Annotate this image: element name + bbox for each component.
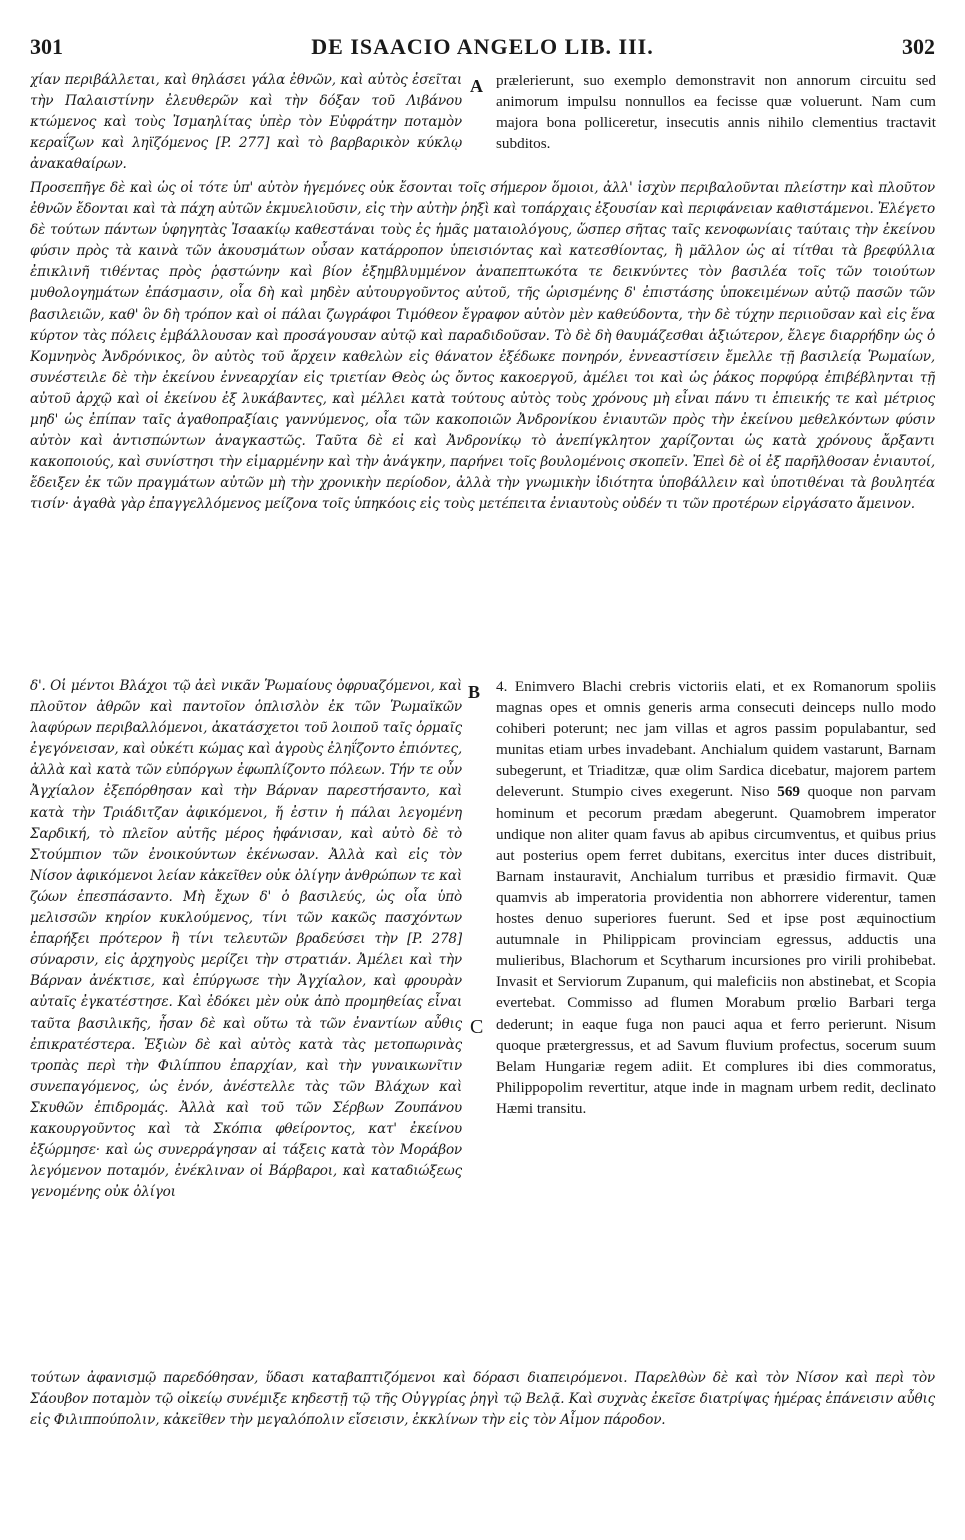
margin-marker-c: C <box>470 1016 484 1038</box>
greek-paragraph-middle: Προσεπῆγε δὲ καὶ ὡς οἱ τότε ὑπ' αὐτὸν ἡγεμόνες οὐκ ἔσονται τοῖς σήμερον ὅμοιοι, ἀλλ' ἰσχὺν περιβαλοῦνται πλείστην καὶ πλοῦτον ἐθνῶν ἔδονται καὶ τὰ πάχη αὐτῶν ἐκμυελιοῦσιν, εἰς τὴν αὐτὴν ῥηξὶ καὶ τοπάρχαις ἐξουσίαν καὶ περιφάνειαν καθιστάμενοι. Ἐλέγετο δὲ τούτων πάντων ὑφηγητὰς Ἰσαακίῳ καθεστάναι τοὺς ἐς ἡμᾶς ματαιολόγους, ὥσπερ σῆτας ταῖς κενοφωνίαις ταύταις τὴν ἐκείνου φύσιν πρὸς τὰ καινὰ τῶν ἀκουσμάτων οὖσαν κατάρροπον ὑπεισιόντας καὶ κατεσθίοντας, ἢ μᾶλλον ὡς αἱ τίτθαι τὰ βρεφύλλια ἐπικλινῆ τιθέντας πρὸς ῥᾳστώνην καὶ βίον ἐξημβλυμμένον ἀναπεπτωκότα τε δεικνύντες τὸν βασιλέα τοῖς τῶν τοιούτων μυθολογημάτων ἐπάσμασιν, οἷα δὴ καὶ μηδὲν αὐτουργοῦντος αὐτοῦ, τῆς ὡρισμένης δ' ἐπιστάσης ὑποκειμένων αὐτῷ πασῶν τῶν βασιλειῶν, καθ' ὃν δὴ τρόπον καὶ οἱ πάλαι ζωγράφοι Τιμόθεον ἔγραφον αὐτὸν μὲν καθεύδοντα, τὴν δὲ τύχην περιιοῦσαν καὶ εἰς ἕνα κύρτον τὰς πόλεις ἐμβάλλουσαν καὶ προσάγουσαν αὐτῷ καὶ παραδιδοῦσαν. Τὸ δὲ δὴ θαυμάζεσθαι ἀξιώτερον, ἔλεγε διαρρήδην ὡς ὁ Κομνηνὸς Ἀνδρόνικος, ὃν αὐτὸς τοῦ ἄρχειν καθελὼν εἰς θάνατον ἐξέδωκε πονηρόν, ἐννεαστίσειν ἔμελλε τῇ βασιλείᾳ Ῥωμαίων, συνέστειλε δὲ τὴν ἐκείνου ἐννεαρχίαν εἰς τριετίαν Θεὸς ὡς ὄντος κακοεργοῦ, ἀμέλει τοι καὶ ὡς ῥάκος πορφύρᾳ ἐπιβέβληνται τῇ αὐτοῦ ἀρχῷ καὶ οἱ ἐκείνου ἐξ λυκάβαντες, καὶ μέλλει κατὰ τούτους αὐτὸς τοὺς χρόνους μὴ εἶναι πάνυ τι ἐπιεικής τε καὶ μέτριος μηδ' ὡς ἐπίπαν ταῖς ἀγαθοπραξίαις γαννύμενος, οἷα τῶν κακοποιῶν Ἀνδρονίκου ἐνιαυτῶν πρὸς τὴν ἐκείνου μεθελκόντων φύσιν αὐτὸν καὶ ἀντισπώντων ἀναγκαστῶς. Ταῦτα δὲ εἰ καὶ Ἀνδρονίκῳ τὸ ἀνεπίγκλητον χαρίζονται ὡς κατὰ χρόνους ἄρξαντι κακοποιούς, καὶ συνίστησι τὴν εἱμαρμένην καὶ τὴν ἀνάγκην, παρήνει τοῖς βουλομένοις σκοπεῖν. Ἐπεὶ δὲ οἱ ἐξ παρῆλθοσαν ἐνιαυτοί, ἔδειξεν ἐκ τῶν πραγμάτων αὐτῶν μὴ τὴν χρονικὴν περίοδον, ἀλλὰ τὴν γνωμικὴν ἰδιότητα ὑποβάλλειν καὶ ὑποτιθέναι τὰ βουλητέα τισίν· ἀγαθὰ γὰρ ἐπαγγελλόμενος μείζονα τοῖς ὑπηκόοις εἰς τοὺς μετέπειτα ἐνιαυτοὺς οὐδέν τι τῶν προτέρων εἰργάσατο ἄμεινον. <box>30 180 935 513</box>
running-title: DE ISAACIO ANGELO LIB. III. <box>311 34 654 59</box>
margin-marker-a: A <box>470 76 483 96</box>
latin-paragraph-top: prælerierunt, suo exemplo demonstravit non annorum circuitu sed animorum impulsu nonnullos ea fecisse quæ voluerunt. Nam cum majora bona polliceretur, insecutis annis nihilo clementius tractavit subditos. <box>496 72 936 153</box>
greek-fullwidth-bottom <box>30 1368 935 1458</box>
page-reference-number: 569 <box>777 783 800 801</box>
page-number-right: 302 <box>902 34 935 59</box>
latin-column-lower <box>496 676 936 1368</box>
latin-paragraph-chapter-4 <box>496 676 936 1119</box>
greek-column-lower <box>30 676 462 1368</box>
page-number-left: 301 <box>30 34 63 59</box>
latin-column-top <box>496 70 936 178</box>
greek-paragraph-bottom: τούτων ἀφανισμῷ παρεδόθησαν, ὕδασι καταβαπτιζόμενοι καὶ δόρασι διαπειρόμενοι. Παρελθὼν δὲ καὶ τὸν Νίσον καὶ περὶ τὸν Σάουβον ποταμὸν τῷ οἰκείῳ συνέμιξε κηδεστῇ τῷ τῆς Οὐγγρίας ῥηγὶ τῷ Βελᾷ. Καὶ συχνὰς ἐκεῖσε διατρίψας ἡμέρας ἐπάνεισιν αὖθις εἰς Φιλιππούπολιν, κἀκεῖθεν τὴν μεγαλόπολιν εἴσεισιν, ἐκκλίνων τὴν εἰς τὸν Αἶμον πάροδον. <box>30 1370 935 1429</box>
greek-column-top <box>30 70 462 178</box>
latin-text-after: quoque non parvam hominum et pecorum prædam abegerunt. Quamobrem imperator undique non aliter quam favus ab apibus circumventus, et quibus prius aut posterius opem ferret dubitans, exercitus inter duces distribuit, Barnam instauravit, Anchialum turribus et præsidio firmavit. Quæ quamvis ab imperatoria providentia non abhorrere viderentur, tamen hostes denuo superiores fuerunt. Sed et ipse post æquinoctium autumnale in Philippicam provinciam egressus, adductis una mulieribus, Blachorum et Scytharum incursiones pro virili prohibebat. Invasit et Serviorum Zupanum, qui maleficiis non abstinebat, et Scopia evertebat. Commisso ad flumen Morabum prœlio Barbari terga dederunt; in eaque fuga non pauci aqua et ferro perierunt. Nisum quoque prætergressus, et ad Savum fluvium profectus, socerum suum Belam Hungariæ regem adiit. Et complures ibi dies commoratus, Philippopolim revertitur, atque inde in magnam urbem redit, declinato Hæmi transitu. <box>496 783 936 1117</box>
margin-marker-b: B <box>468 682 481 702</box>
greek-fullwidth <box>30 178 935 678</box>
latin-text-before: 4. Enimvero Blachi crebris victoriis elati, et ex Romanorum spoliis magnas opes et omnis generis arma consecuti deinceps nullo modo cohiberi poterunt; nec jam villas et agros passim populabantur, sed munitas etiam urbes invadebant. Anchialum quidem vastarunt, Barnam subegerunt, et Triaditzæ, quæ olim Sardica dicebatur, majorem partem deleverunt. Stumpio cives exegerunt. Niso <box>496 678 936 801</box>
greek-paragraph-chapter-4: δ'. Οἱ μέντοι Βλάχοι τῷ ἀεὶ νικᾶν Ῥωμαίους ὀφρυαζόμενοι, καὶ πλοῦτον ἀθρῶν καὶ παντοῖον ὁπλισλὸν ἐκ τῶν Ῥωμαϊκῶν λαφύρων περιβαλλόμενοι, ἀκατάσχετοι τοῦ λοιποῦ ταῖς ὁρμαῖς ἐγεγόνεισαν, καὶ οὐκέτι κώμας καὶ ἀγροὺς ἐληΐζοντο ἐπιόντες, ἀλλὰ καὶ κατὰ τῶν εὐπόργων ἐφωπλίζοντο πόλεων. Τήν τε οὖν Ἀγχίαλον ἐξεπόρθησαν καὶ τὴν Βάρναν παρεστήσαντο, καὶ κατὰ τὴν Τριάδιτζαν ἀφικόμενοι, ἥ ἐστιν ἡ πάλαι λεγομένη Σαρδική, τὸ πλεῖον αὐτῆς μέρος ἠφάνισαν, καὶ αὐτὸ δὲ τὸ Στούμπιον τῶν ἐνοικούντων ἐκένωσαν. Ἀλλὰ καὶ εἰς τὸν Νίσον ἀφικόμενοι λείαν κἀκεῖθεν οὐκ ὀλίγην ἀνθρώπων τε καὶ ζώων ἐπεσπάσαντο. Μὴ ἔχων δ' ὁ βασιλεύς, ὡς οἷα ὑπὸ μελισσῶν κηρίον κυκλούμενος, τίνι τῶν κακῶς πασχόντων ἐπαρήξει πρότερον ἢ τίνι τελευτῶν βραδεύσει τὴν [P. 278] σύναρσιν, εἰς ἀρχηγοὺς μερίζει τὴν στρατιάν. Ἀμέλει καὶ τὴν Βάρναν ἀνέκτισε, καὶ ἐπύργωσε τὴν Ἀγχίαλον, καὶ φρουρὰν αὐταῖς ἐγκατέστησε. Καὶ ἐδόκει μὲν οὐκ ἀπὸ προμηθείας εἶναι ταῦτα βασιλικῆς, ἦσαν δὲ καὶ οὕτω τὰ τῶν ἐναντίων αὖθις ἐπικρατέστερα. Ἐξιὼν δὲ καὶ αὐτὸς κατὰ τὰς μετοπωρινὰς τροπὰς περὶ τὴν Φιλίππου ἐπαρχίαν, καὶ τὴν γυναικωνῖτιν συνεπαγόμενος, ὡς ἐνόν, ἀνέστελλε τὰς τῶν Βλάχων καὶ Σκυθῶν ἐπιδρομάς. Ἀλλὰ καὶ τοῦ τῶν Σέρβων Ζουπάνου κακουργοῦντος καὶ τὰ Σκόπια φθείροντος, κατ' ἐκείνου ἐξώρμησε· καὶ ὡς συνερράγησαν αἱ τάξεις κατὰ τὸν Μοράβον λεγόμενον ποταμόν, ἐνέκλιναν οἱ Βάρβαροι, καὶ καταδιώξεως γενομένης οὐκ ὀλίγοι <box>30 678 462 1201</box>
page-header <box>30 34 935 64</box>
greek-paragraph-top: χίαν περιβάλλεται, καὶ θηλάσει γάλα ἐθνῶν, καὶ αὐτὸς ἐσεῖται τὴν Παλαιστίνην ἐλευθερῶν καὶ τὴν δόξαν τοῦ Λιβάνου κτώμενος καὶ τοὺς Ἰσμαηλίτας ὑπὲρ τὸν Εὐφράτην ποταμὸν κεραΐζων καὶ ληϊζόμενος [P. 277] καὶ τὸ βαρβαρικὸν κύκλῳ ἀνακαθαίρων. <box>30 72 462 173</box>
